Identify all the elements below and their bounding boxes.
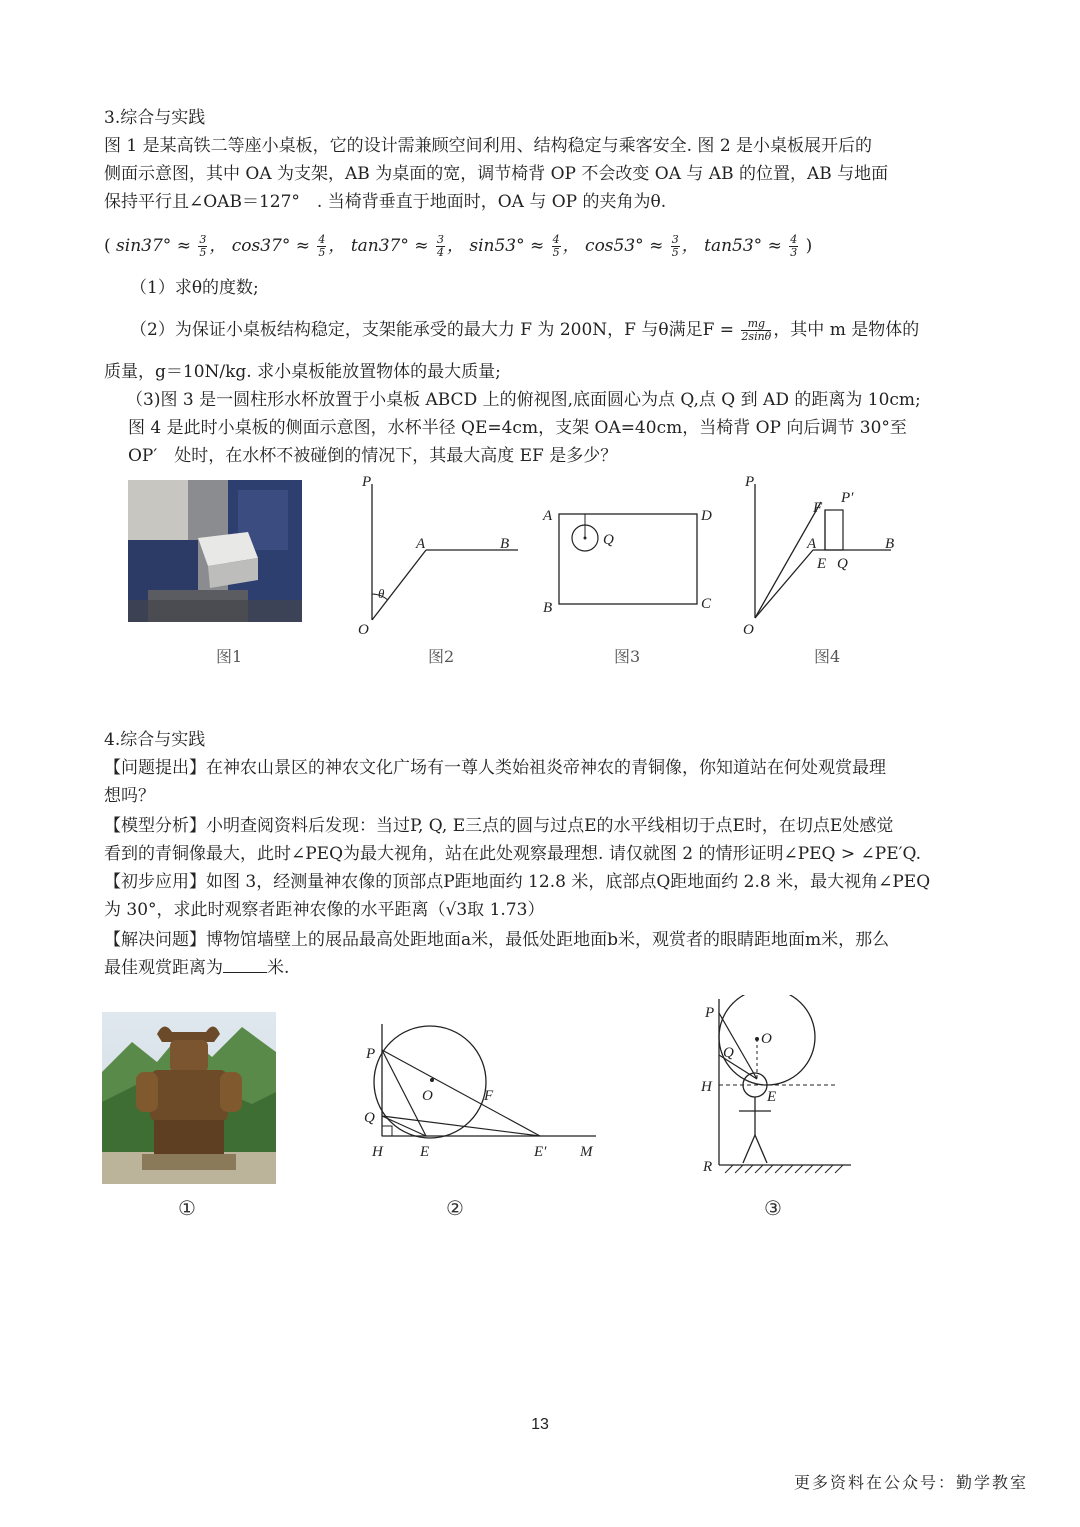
q4-model-line-1: 【模型分析】小明查阅资料后发现：当过P, Q, E三点的圆与过点E的水平线相切于点E时，在切点E处感觉 [104,816,894,836]
label-O: O [761,1031,772,1047]
right-angle-mark [382,1126,392,1136]
label-Q: Q [723,1045,734,1061]
q3-subquestion-3-line-3: OP′ 处时，在水杯不被碰倒的情况下，其最大高度 EF 是多少？ [128,446,618,466]
label-theta: θ [378,586,385,601]
label-B: B [885,536,895,552]
caption-figure-4: 图4 [814,647,841,666]
label-E: E [767,1089,777,1105]
label-H: H [701,1079,712,1095]
center-Q-dot [584,537,587,540]
label-O: O [358,622,369,638]
q3-subquestion-2-cont: 质量，g＝10N/kg. 求小桌板能放置物体的最大质量; [104,362,501,382]
trig-tan37: tan37° ≈ $\frac{3}{4}$ ， [350,233,464,259]
trig-tan53: tan53° ≈ $\frac{4}{3}$ [704,233,798,259]
label-B: B [500,536,510,552]
figure-4-diagram [735,470,910,640]
label-F: F [484,1088,494,1104]
label-B: B [543,600,553,616]
label-M: M [580,1144,593,1160]
label-P: P [362,474,372,490]
q4-model-line-2: 看到的青铜像最大，此时∠PEQ为最大视角，站在此处观察最理想. 请仅就图 2 的情形证明∠PEQ > ∠PE′Q. [104,844,921,864]
label-O: O [743,622,754,638]
shennong-statue-photo [102,1012,276,1184]
q4-solve-line-2: 最佳观赏距离为 米. [104,958,290,978]
q3-title: 3.综合与实践 [104,108,206,128]
label-C: C [701,596,712,612]
train-table-photo [128,480,302,622]
figure-3-observer-diagram [695,995,860,1180]
caption-figure-1: 图1 [216,647,243,666]
paren-close: ) [805,236,813,256]
circle-O [374,1026,486,1138]
label-O: O [422,1088,433,1104]
paren-open: ( [104,236,111,256]
caption-circled-2: ② [446,1196,464,1220]
segment-OA [372,550,426,620]
label-P: P [705,1005,715,1021]
label-A: A [543,508,553,524]
trig-sin53: sin53° ≈ $\frac{4}{5}$ ， [469,233,580,259]
trig-cos37: cos37° ≈ $\frac{4}{5}$ ， [231,233,346,259]
label-D: D [701,508,712,524]
segment-OPprime [755,502,821,618]
label-A: A [416,536,426,552]
label-Pprime: P′ [841,490,854,506]
figure-2-diagram [350,470,530,640]
caption-circled-3: ③ [764,1196,782,1220]
force-formula-fraction: $\frac{mg}{2\sin\theta}$ [741,317,772,343]
page-number: 13 [531,1416,549,1433]
q3-paragraph-line-1: 图 1 是某高铁二等座小桌板，它的设计需兼顾空间利用、结构稳定与乘客安全. 图 2 是小桌板展开后的 [104,136,873,156]
label-E: E [420,1144,430,1160]
cup-side-rectangle [825,510,843,550]
q4-application-line-2: 为 30°，求此时观察者距神农像的水平距离（√3取 1.73） [104,900,545,920]
trig-sin37: sin37° ≈ $\frac{3}{5}$ ， [116,233,227,259]
ground-hatching [725,1165,843,1173]
segment-PE [382,1050,426,1136]
label-Q: Q [837,556,848,572]
label-P: P [366,1046,376,1062]
q4-solve-line-1: 【解决问题】博物馆墙壁上的展品最高处距地面a米，最低处距地面b米，观赏者的眼睛距地面m米，那么 [104,930,890,950]
label-Eprime: E′ [534,1144,547,1160]
q3-subquestion-3-line-1: （3)图 3 是一圆柱形水杯放置于小桌板 ABCD 上的俯视图,底面圆心为点 Q,点 Q 到 AD 的距离为 10cm; [126,390,921,410]
q3-subquestion-3-line-2: 图 4 是此时小桌板的侧面示意图，水杯半径 QE=4cm，支架 OA=40cm，当椅背 OP 向后调节 30°至 [128,418,907,438]
label-R: R [703,1159,713,1175]
footer-watermark: 更多资料在公众号：勤学教室 [793,1473,1028,1492]
q3-paragraph-line-3: 保持平行且∠OAB＝127° . 当椅背垂直于地面时，OA 与 OP 的夹角为θ. [104,192,667,212]
caption-circled-1: ① [178,1196,196,1220]
figure-2-circle-diagram [360,1020,605,1165]
segment-OA [755,550,813,618]
q3-trig-values [104,228,812,264]
q3-subquestion-1: （1）求θ的度数; [130,278,259,298]
q3-paragraph-line-2: 侧面示意图，其中 OA 为支架，AB 为桌面的宽，调节椅背 OP 不会改变 OA 与 AB 的位置，AB 与地面 [104,164,889,184]
segment-PEprime [382,1050,540,1136]
label-P: P [745,474,755,490]
label-F: F [813,500,823,516]
figure-3-diagram [535,500,725,625]
label-Q: Q [603,532,614,548]
q4-problem-line-2: 想吗？ [104,786,155,806]
answer-blank[interactable] [223,956,267,973]
q4-problem-line-1: 【问题提出】在神农山景区的神农文化广场有一尊人类始祖炎帝神农的青铜像，你知道站在何处观赏最理 [104,758,886,778]
table-rectangle-ABCD [559,514,697,604]
q4-application-line-1: 【初步应用】如图 3，经测量神农像的顶部点P距地面约 12.8 米，底部点Q距地面约 2.8 米，最大视角∠PEQ [104,872,931,892]
label-E: E [817,556,827,572]
label-H: H [372,1144,383,1160]
observer-left-leg [743,1135,755,1163]
caption-figure-2: 图2 [428,647,455,666]
q4-title: 4.综合与实践 [104,730,206,750]
label-Q: Q [364,1110,375,1126]
trig-cos53: cos53° ≈ $\frac{3}{5}$ ， [585,233,699,259]
label-A: A [807,536,817,552]
caption-figure-3: 图3 [614,647,641,666]
observer-right-leg [755,1135,767,1163]
q3-subquestion-2: （2）为保证小桌板结构稳定，支架能承受的最大力 F 为 200N，F 与θ满足F = $\frac{mg}{2\sin\theta}$ ，其中 m 是物体的 [130,317,920,343]
